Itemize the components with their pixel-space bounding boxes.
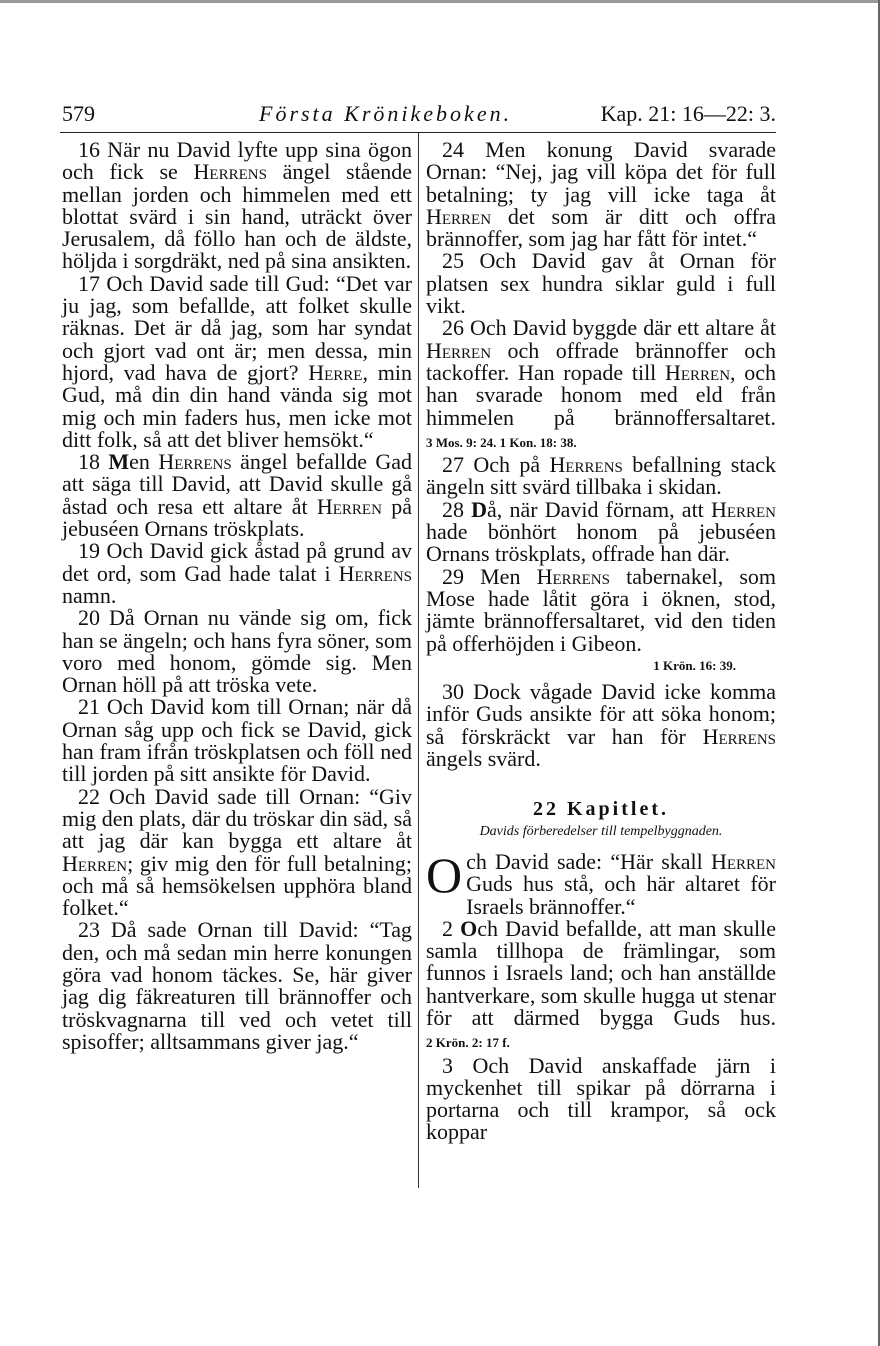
verse-22-3: 3 Och David anskaffade järn i myckenhet till spikar på dörrarna i portarna och till krampor, så ock koppar	[426, 1052, 776, 1145]
section-initial: D	[471, 496, 488, 522]
divine-name: Herren	[426, 203, 492, 229]
verse-17: 17 Och David sade till Gud: “Det var ju jag, som befallde, att folket skulle räknas. Det är då jag, som har syndat och gjort vad ont är; men dessa, min hjord, vad hava de gjort? Herre, min Gud, må din din hand vända sig mot mig och min faders hus, men icke mot ditt folk, så att det bliver hemsökt.“	[62, 270, 412, 452]
verse-20: 20 Då Ornan nu vände sig om, fick han se ängeln; och hans fyra söner, som voro med honom, gömde sig. Men Ornan höll på att tröska vete.	[62, 605, 412, 698]
divine-name: Herre	[308, 359, 363, 385]
verse-24: 24 Men konung David svarade Ornan: “Nej, jag vill köpa det för full betalning; ty jag vill icke taga åt Herren det som är ditt och offra brännoffer, som jag har fått för intet.“	[426, 137, 776, 252]
divine-name: Herren	[664, 359, 731, 385]
verse-26: 26 Och David byggde där ett altare åt Herren och offrade brännoffer och tackoffer. Han ropade till Herren, och han svarade honom med eld från himmelen på brännoffersaltaret. 3 Mos. 9: 24. 1 Kon. 18: 38.	[426, 315, 776, 450]
divine-name: Herren	[62, 850, 128, 876]
drop-cap: O	[426, 846, 463, 903]
divine-name: Herren	[710, 848, 776, 874]
column-divider	[418, 133, 419, 1188]
divine-name: Herrens	[536, 563, 610, 589]
left-column	[62, 139, 412, 1053]
verse-18: 18 Men Herrens ängel befallde Gad att säga till David, att David skulle gå åstad och resa ett altare åt Herren på jebuséen Ornans tröskplats.	[62, 449, 413, 542]
section-initial: O	[460, 915, 478, 941]
verse-22: 22 Och David sade till Ornan: “Giv mig den plats, där du tröskar din säd, så att jag där kan bygga ett altare åt Herren; giv mig den för full betalning; och må så hemsökelsen upphöra bland folket.“	[62, 783, 412, 921]
chapter-summary: Davids förberedelser till tempelbyggnaden.	[479, 823, 723, 839]
chapter-reference: Kap. 21: 16—22: 3.	[600, 101, 776, 126]
divine-name: Herrens	[549, 452, 623, 478]
verse-21: 21 Och David kom till Ornan; när då Ornan såg upp och fick se David, gick han fram ifrån tröskplatsen och föll ned till jorden på sitt ansikte för David.	[62, 694, 412, 787]
divine-name: Herren	[426, 337, 492, 363]
verse-19: 19 Och David gick åstad på grund av det ord, som Gad hade talat i Herrens namn.	[62, 538, 412, 608]
running-header	[62, 101, 776, 131]
book-title: Första Krönikeboken.	[259, 101, 513, 126]
divine-name: Herrens	[158, 449, 232, 475]
right-column	[426, 139, 776, 1144]
verse-22-1: Och David sade: “Här skall Herren Guds hus stå, och här altaret för Israels brännoffer.“	[426, 846, 776, 919]
page-number: 579	[62, 101, 95, 126]
divine-name: Herren	[710, 496, 777, 522]
divine-name: Herrens	[702, 723, 776, 749]
verse-25: 25 Och David gav åt Ornan för platsen sex hundra siklar guld i full vikt.	[426, 248, 776, 319]
cross-reference: 3 Mos. 9: 24. 1 Kon. 18: 38.	[426, 434, 577, 450]
divine-name: Herrens	[193, 159, 267, 185]
divine-name: Herrens	[338, 560, 412, 586]
divine-name: Herren	[316, 493, 382, 519]
verse-23: 23 Då sade Ornan till David: “Tag den, och må sedan min herre konungen göra vad honom täckes. Se, här giver jag dig fäkreaturen till brännoffer och tröskvagnarna till ved och vetet till spisoffer; alltsammans giver jag.“	[62, 917, 412, 1054]
verse-30: 30 Dock vågade David icke komma inför Guds ansikte för att söka honom; så förskräckt var han för Herrens ängels svärd.	[426, 679, 776, 772]
verse-16: 16 När nu David lyfte upp sina ögon och fick se Herrens ängel stående mellan jorden och himmelen med ett blottat svärd i sin hand, uträckt över Jerusalem, då föllo han och de äldste, höljda i sorgdräkt, ned på sina ansikten.	[62, 137, 413, 274]
verse-28: 28 Då, när David förnam, att Herren hade bönhört honom på jebuséen Ornans tröskplats, offrade han där.	[426, 496, 777, 567]
scan-top-edge	[0, 0, 880, 3]
verse-27: 27 Och på Herrens befallning stack ängeln sitt svärd tillbaka i skidan.	[426, 452, 776, 500]
verse-22-2: 2 Och David befallde, att man skulle samla tillhopa de främlingar, som funnos i Israels land; och han anställde hantverkare, som skulle hugga ut stenar för att därmed bygga Guds hus. 2 Krön. 2: 17 f.	[426, 915, 777, 1051]
cross-reference: 1 Krön. 16: 39.	[653, 657, 736, 673]
section-initial: M	[108, 449, 130, 475]
cross-reference: 2 Krön. 2: 17 f.	[426, 1035, 510, 1051]
chapter-heading: 22 Kapitlet.	[533, 798, 669, 821]
verse-29: 29 Men Herrens tabernakel, som Mose hade låtit göra i öknen, stod, jämte brännoffersaltaret, vid den tiden på offerhöjden i Gibeon.	[426, 563, 776, 656]
